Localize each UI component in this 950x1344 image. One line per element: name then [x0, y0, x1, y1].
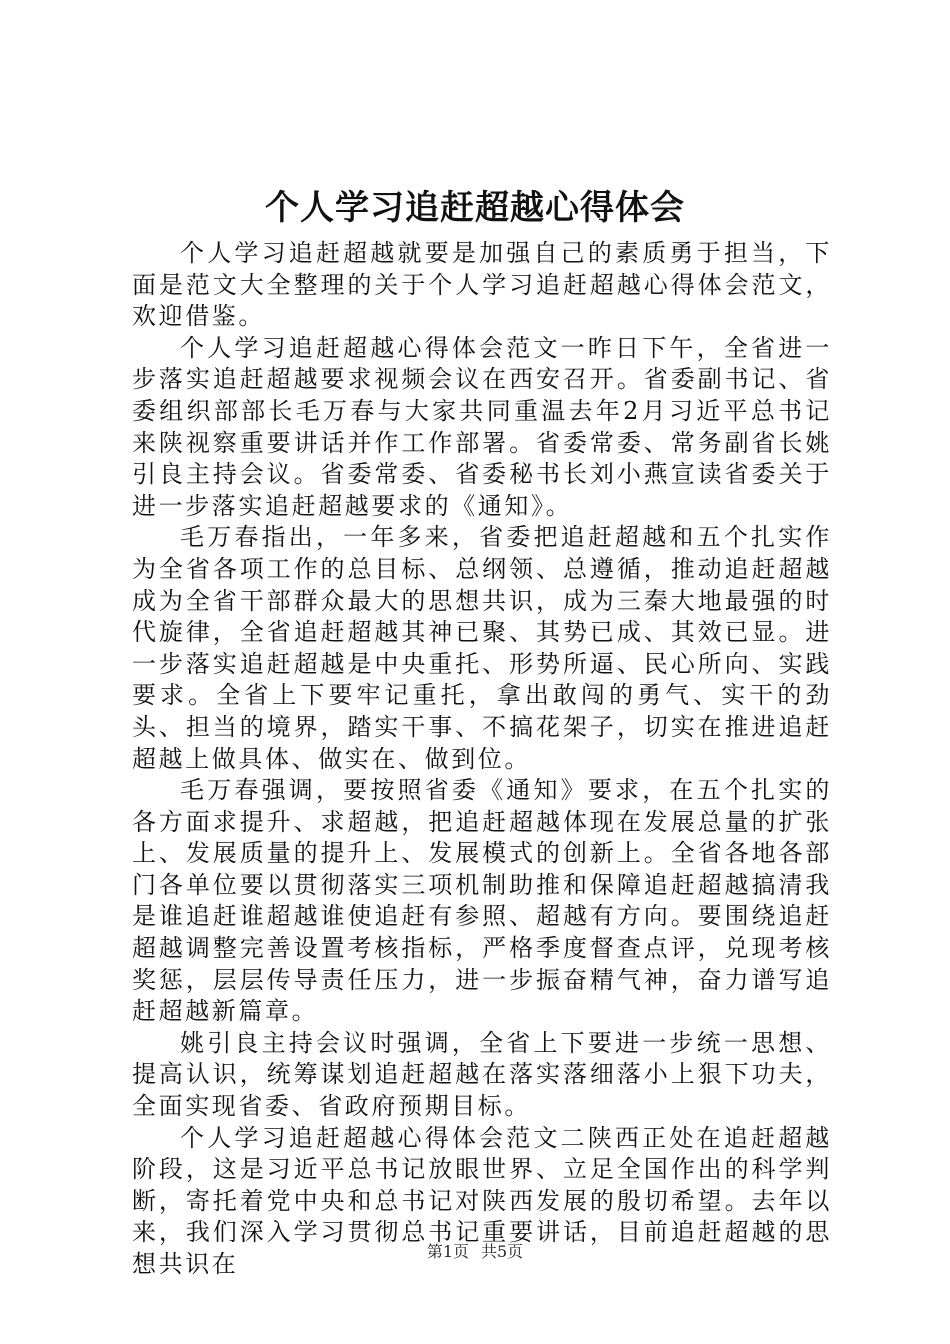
document-body: [132, 238, 832, 1281]
page-number: 第1页: [426, 1242, 469, 1261]
paragraph: 毛万春指出，一年多来，省委把追赶超越和五个扎实作为全省各项工作的总目标、总纲领、总遵循，推动追赶超越成为全省干部群众最大的思想共识，成为三秦大地最强的时代旋律，全省追赶超越其神已聚、其势已成、其效已显。进一步落实追赶超越是中央重托、形势所逼、民心所向、实践要求。全省上下要牢记重托，拿出敢闯的勇气、实干的劲头、担当的境界，踏实干事、不搞花架子，切实在推进追赶超越上做具体、做实在、做到位。: [132, 523, 832, 773]
page-total: 共5页: [481, 1242, 524, 1261]
paragraph: 个人学习追赶超越就要是加强自己的素质勇于担当，下面是范文大全整理的关于个人学习追赶超越心得体会范文，欢迎借鉴。: [132, 239, 832, 331]
paragraph: 姚引良主持会议时强调，全省上下要进一步统一思想、提高认识，统筹谋划追赶超越在落实落细落小上狠下功夫，全面实现省委、省政府预期目标。: [132, 1028, 832, 1121]
document-title: 个人学习追赶超越心得体会: [265, 188, 685, 228]
paragraph: 个人学习追赶超越心得体会范文二陕西正处在追赶超越阶段，这是习近平总书记放眼世界、立足全国作出的科学判断，寄托着党中央和总书记对陕西发展的殷切希望。去年以来，我们深入学习贯彻总书记重要讲话，目前追赶超越的思想共识在: [132, 1123, 832, 1278]
paragraph: 个人学习追赶超越心得体会范文一昨日下午，全省进一步落实追赶超越要求视频会议在西安召开。省委副书记、省委组织部部长毛万春与大家共同重温去年2月习近平总书记来陕视察重要讲话并作工作部署。省委常委、常务副省长姚引良主持会议。省委常委、省委秘书长刘小燕宣读省委关于进一步落实追赶超越要求的《通知》。: [132, 333, 832, 520]
page-footer: [0, 1240, 950, 1264]
paragraph: 毛万春强调，要按照省委《通知》要求，在五个扎实的各方面求提升、求超越，把追赶超越体现在发展总量的扩张上、发展质量的提升上、发展模式的创新上。全省各地各部门各单位要以贯彻落实三项机制助推和保障追赶超越搞清我是谁追赶谁超越谁使追赶有参照、超越有方向。要围绕追赶超越调整完善设置考核指标，严格季度督查点评，兑现考核奖惩，层层传导责任压力，进一步振奋精气神，奋力谱写追赶超越新篇章。: [132, 776, 832, 1026]
